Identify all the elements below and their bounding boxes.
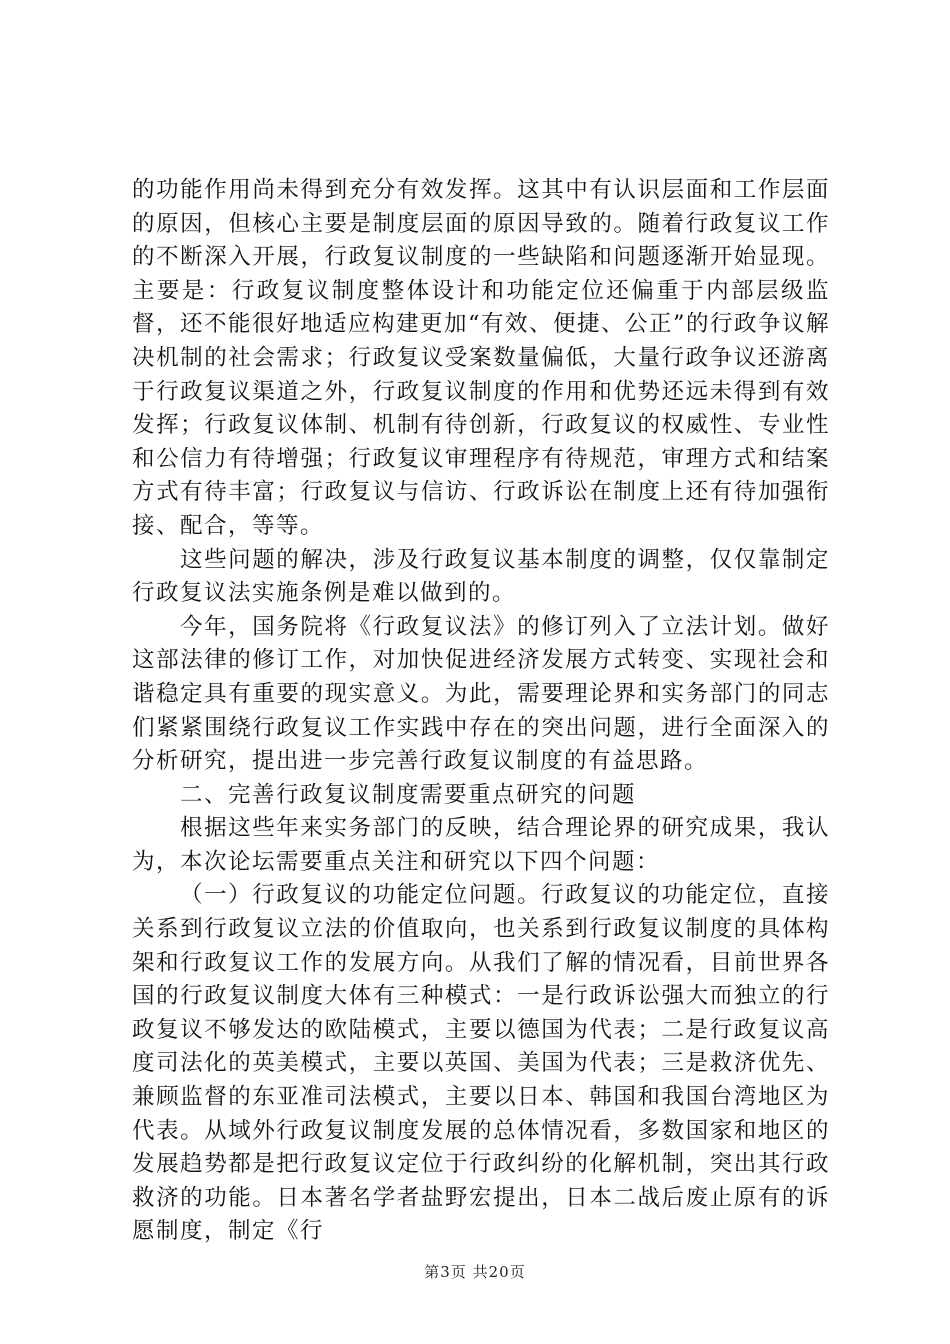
- page-number-footer: 第3页 共20页: [424, 1263, 526, 1281]
- paragraph-function-positioning: （一）行政复议的功能定位问题。行政复议的功能定位，直接关系到行政复议立法的价值取向，也关系到行政复议制度的具体构架和行政复议工作的发展方向。从我们了解的情况看，目前世界各国的行政复议制度大体有三种模式：一是行政诉讼强大而独立的行政复议不够发达的欧陆模式，主要以德国为代表；二是行政复议高度司法化的英美模式，主要以英国、美国为代表；三是救济优先、兼顾监督的东亚准司法模式，主要以日本、韩国和我国台湾地区为代表。从域外行政复议制度发展的总体情况看，多数国家和地区的发展趋势都是把行政复议定位于行政纠纷的化解机制，突出其行政救济的功能。日本著名学者盐野宏提出，日本二战后废止原有的诉愿制度，制定《行: [132, 882, 830, 1245]
- paragraph-legislative-plan: 今年，国务院将《行政复议法》的修订列入了立法计划。做好这部法律的修订工作，对加快促进经济发展方式转变、实现社会和谐稳定具有重要的现实意义。为此，需要理论界和实务部门的同志们紧紧围绕行政复议工作实践中存在的突出问题，进行全面深入的分析研究，提出进一步完善行政复议制度的有益思路。: [132, 613, 830, 775]
- paragraph-intro-issues: 根据这些年来实务部门的反映，结合理论界的研究成果，我认为，本次论坛需要重点关注和研究以下四个问题：: [132, 815, 830, 875]
- document-body: [132, 174, 830, 1249]
- paragraph-problem-resolution: 这些问题的解决，涉及行政复议基本制度的调整，仅仅靠制定行政复议法实施条例是难以做到的。: [132, 546, 830, 607]
- paragraph-continuation: 的功能作用尚未得到充分有效发挥。这其中有认识层面和工作层面的原因，但核心主要是制度层面的原因导致的。随着行政复议工作的不断深入开展，行政复议制度的一些缺陷和问题逐渐开始显现。主要是：行政复议制度整体设计和功能定位还偏重于内部层级监督，还不能很好地适应构建更加“有效、便捷、公正”的行政争议解决机制的社会需求；行政复议受案数量偏低，大量行政争议还游离于行政复议渠道之外，行政复议制度的作用和优势还远未得到有效发挥；行政复议体制、机制有待创新，行政复议的权威性、专业性和公信力有待增强；行政复议审理程序有待规范，审理方式和结案方式有待丰富；行政复议与信访、行政诉讼在制度上还有待加强衔接、配合，等等。: [132, 177, 831, 539]
- section-heading: 二、完善行政复议制度需要重点研究的问题: [180, 781, 637, 808]
